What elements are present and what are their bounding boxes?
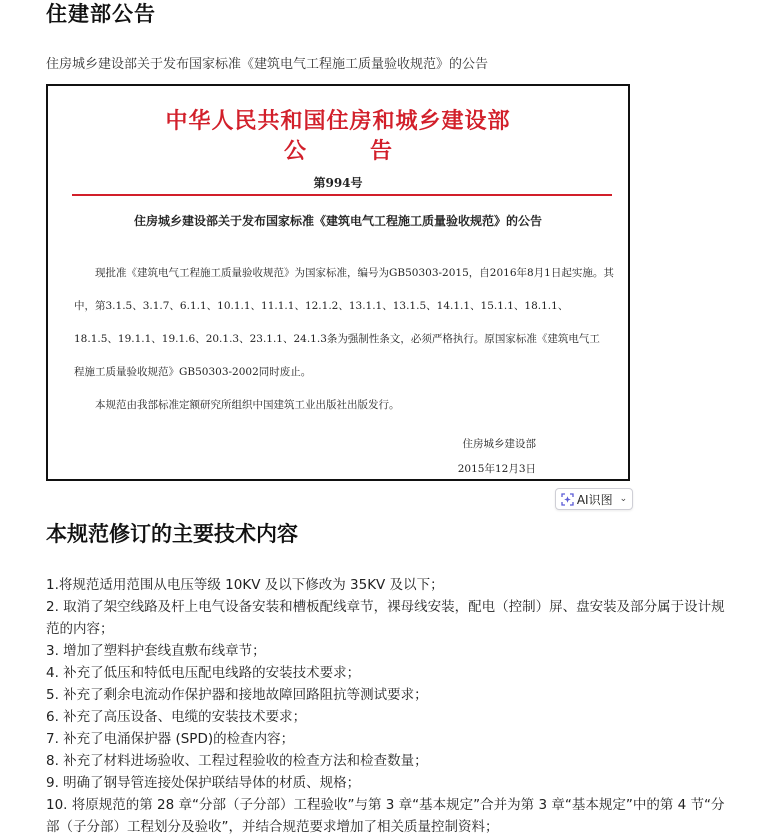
notice-date: 2015年12月3日 (457, 463, 536, 475)
list-item: 5. 补充了剩余电流动作保护器和接地故障回路阻抗等测试要求； (46, 687, 428, 703)
notice-title: 住房城乡建设部关于发布国家标准《建筑电气工程施工质量验收规范》的公告 (133, 214, 542, 228)
list-item: 8. 补充了材料进场验收、工程过程验收的检查方法和检查数量； (46, 753, 428, 769)
notice-body-line: 现批准《建筑电气工程施工质量验收规范》为国家标准，编号为GB50303-2015，自2016年8月1日起实施。其 (95, 267, 614, 279)
section-title: 本规范修订的主要技术内容 (46, 522, 298, 546)
list-item: 9. 明确了钢导管连接处保护联结导体的材质、规格； (46, 775, 361, 791)
notice-body-line: 本规范由我部标准定额研究所组织中国建筑工业出版社出版发行。 (95, 399, 400, 411)
list-item: 7. 补充了电涌保护器 (SPD)的检查内容； (46, 731, 295, 747)
notice-header-announcement: 公告 (283, 138, 456, 164)
list-item: 1.将规范适用范围从电压等级 10KV 及以下修改为 35KV 及以下； (46, 577, 444, 593)
notice-header-ministry: 中华人民共和国住房和城乡建设部 (165, 108, 511, 134)
ai-button-label: AI识图 (576, 492, 613, 507)
red-divider (72, 194, 612, 196)
notice-image (46, 84, 630, 481)
ai-image-recognition-button[interactable] (555, 488, 633, 510)
ai-scan-icon (561, 493, 574, 506)
notice-signature: 住房城乡建设部 (462, 438, 536, 450)
notice-body-line: 程施工质量验收规范》GB50303-2002同时废止。 (74, 366, 312, 378)
list-item: 6. 补充了高压设备、电缆的安装技术要求； (46, 709, 307, 725)
revision-list (46, 574, 736, 838)
chevron-down-icon: ⌄ (619, 494, 628, 504)
notice-subtitle: 住房城乡建设部关于发布国家标准《建筑电气工程施工质量验收规范》的公告 (46, 57, 489, 72)
notice-body-line: 18.1.5、19.1.1、19.1.6、20.1.3、23.1.1、24.1.3条为强制性条文，必须严格执行。原国家标准《建筑电气工 (74, 333, 600, 345)
list-item: 3. 增加了塑料护套线直敷布线章节； (46, 643, 266, 659)
notice-body-line: 中，第3.1.5、3.1.7、6.1.1、10.1.1、11.1.1、12.1.2、13.1.1、13.1.5、14.1.1、15.1.1、18.1.1、 (74, 300, 569, 312)
notice-number: 第994号 (313, 176, 363, 190)
page-title: 住建部公告 (46, 2, 156, 26)
list-item: 4. 补充了低压和特低电压配电线路的安装技术要求； (46, 665, 361, 681)
notice-body (74, 257, 614, 422)
list-item: 2. 取消了架空线路及杆上电气设备安装和槽板配线章节，裸母线安装，配电（控制）屏、盘安装及部分属于设计规范的内容； (46, 599, 725, 637)
list-item: 10. 将原规范的第 28 章“分部（子分部）工程验收”与第 3 章“基本规定”合并为第 3 章“基本规定”中的第 4 节“分部（子分部）工程划分及验收”，并结合规范要求增加了相关质量控制资料； (46, 797, 725, 835)
